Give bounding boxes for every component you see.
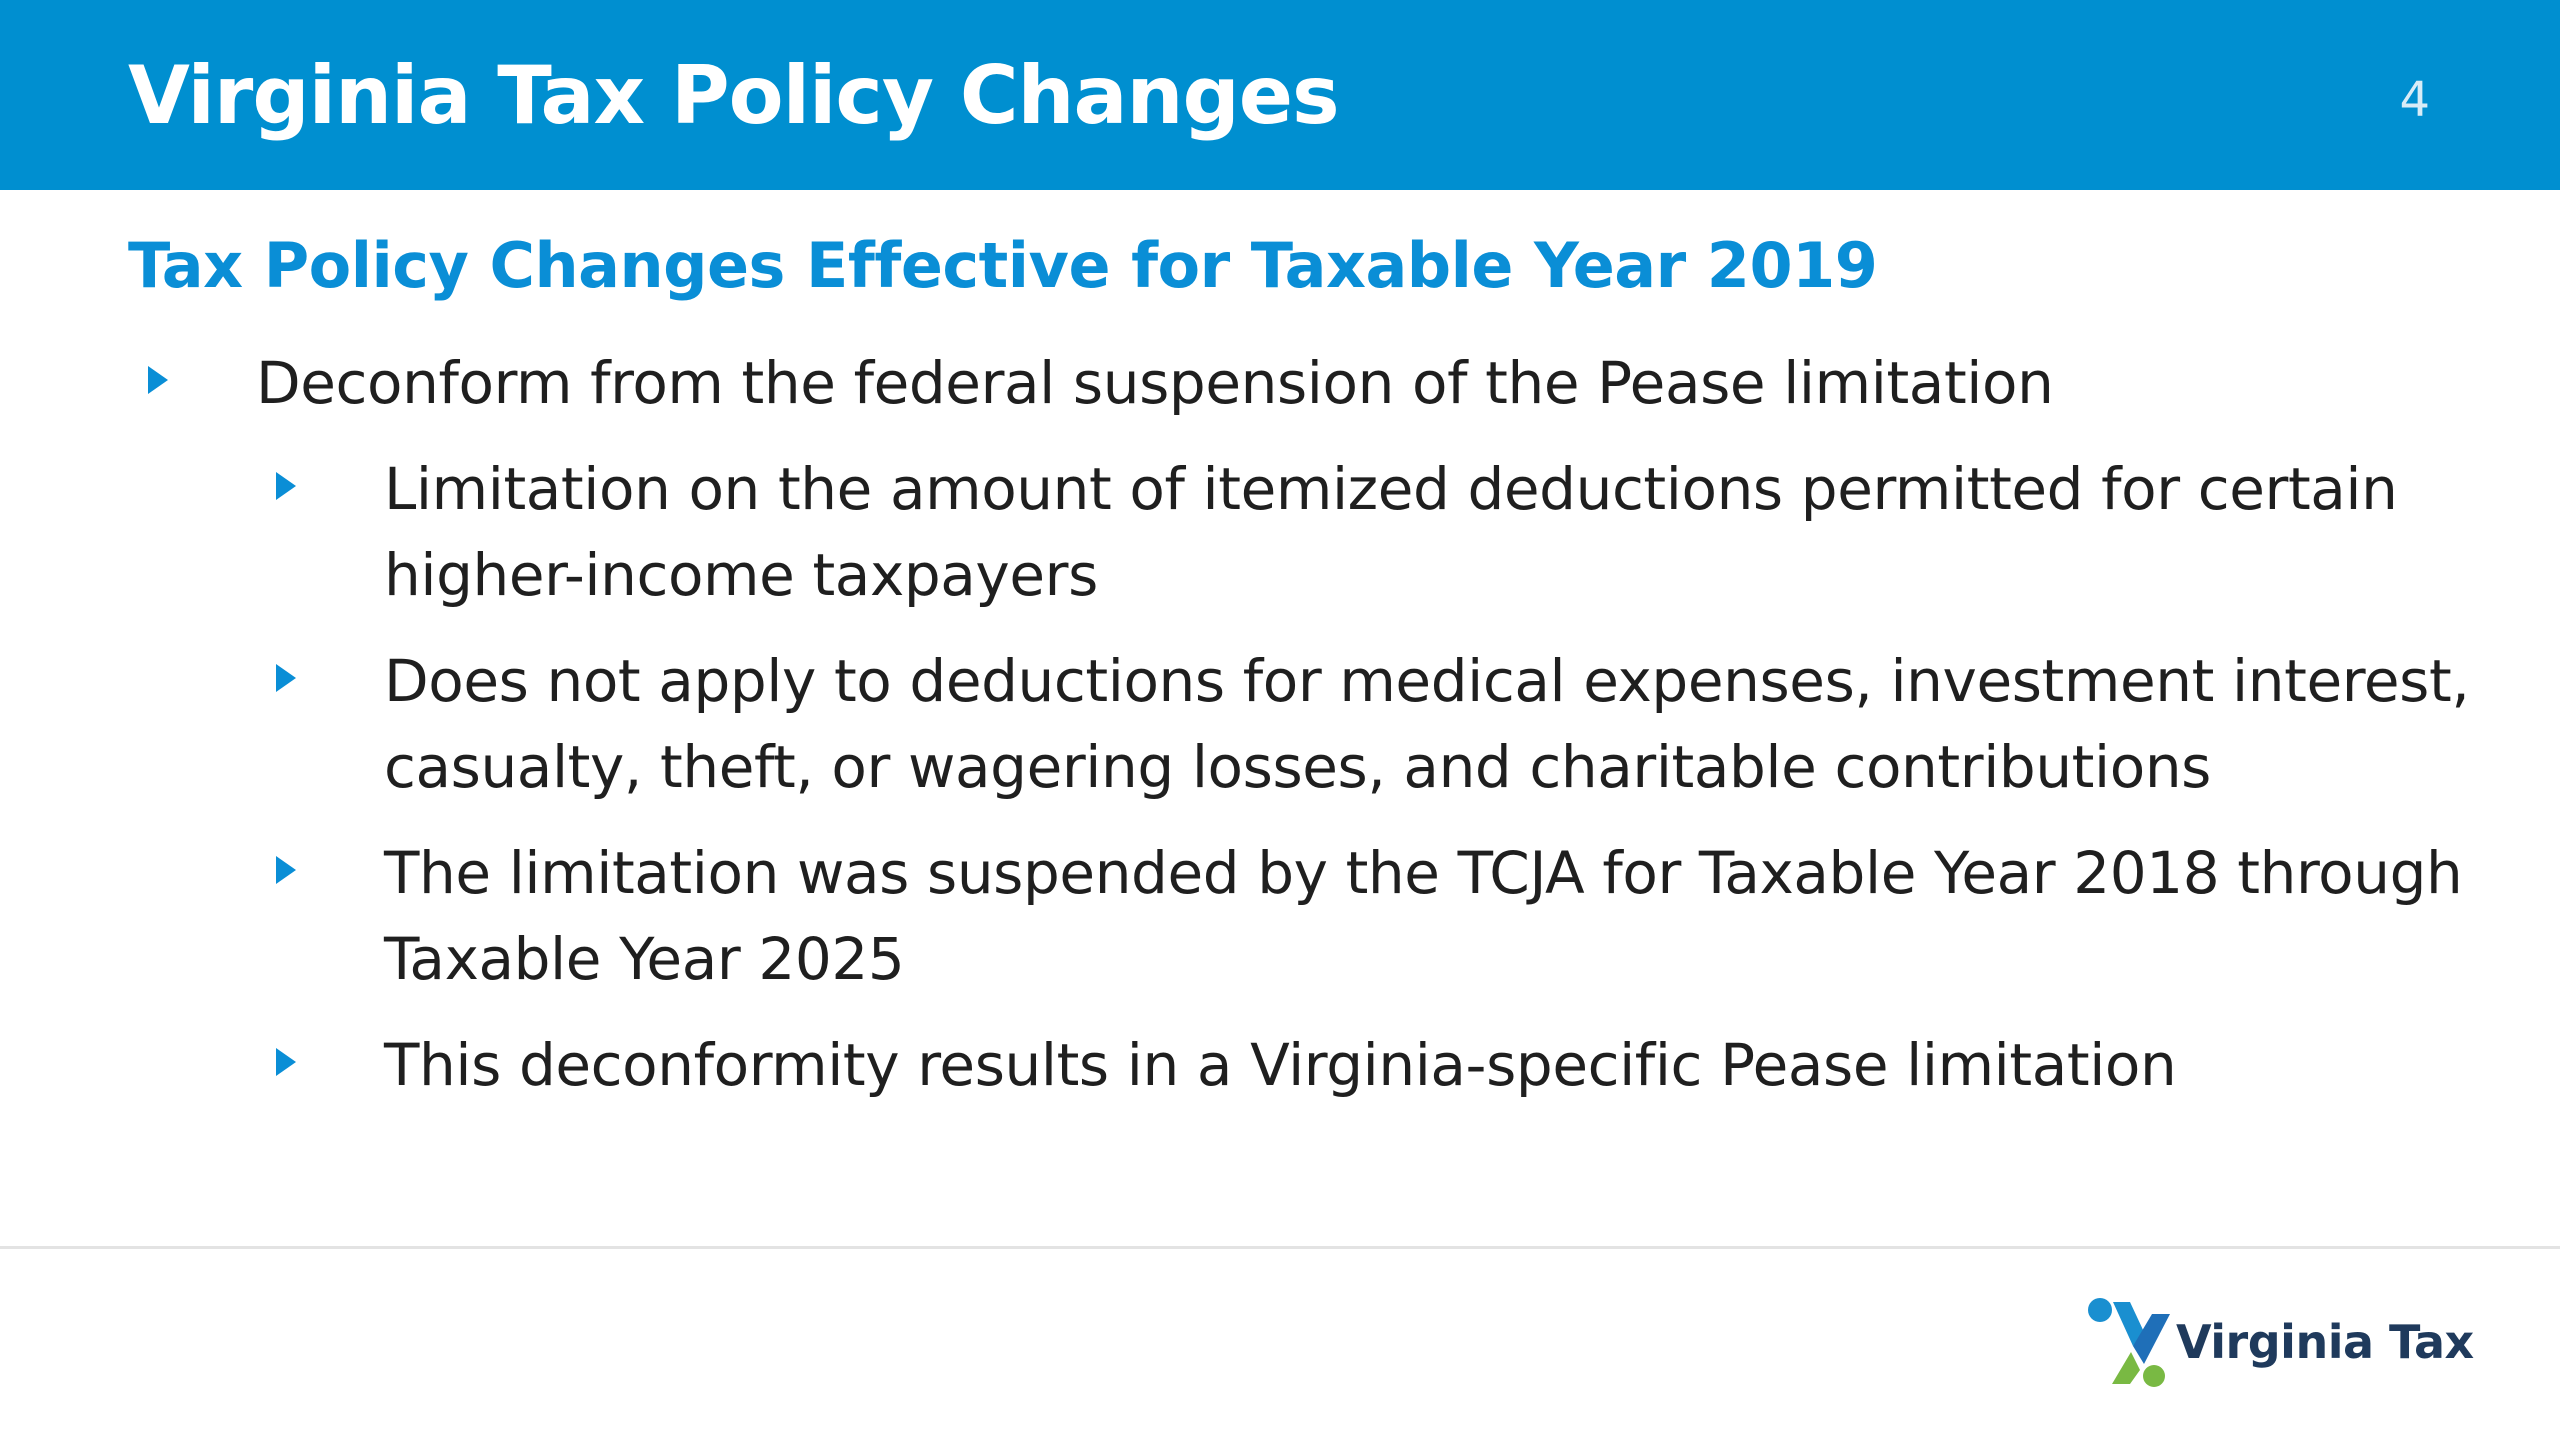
bullet-arrow-icon — [276, 1048, 296, 1076]
bullet-arrow-icon — [148, 366, 168, 394]
virginia-tax-logo-icon — [2086, 1296, 2178, 1392]
virginia-tax-logo — [2086, 1296, 2474, 1392]
bullet-list — [0, 340, 2560, 1128]
page-number: 4 — [2399, 72, 2430, 128]
sub-bullet-item — [0, 830, 2474, 1002]
sub-bullet-item — [0, 638, 2474, 810]
sub-bullet-item — [0, 1022, 2474, 1108]
slide-header — [0, 0, 2560, 190]
slide-title: Virginia Tax Policy Changes — [128, 49, 1339, 142]
bullet-text: This deconformity results in a Virginia-specific Pease limitation — [384, 1031, 2177, 1099]
bullet-text: Does not apply to deductions for medical expenses, investment interest, casualty, theft, or wagering losses, and charitable contributions — [384, 647, 2470, 801]
footer-divider — [0, 1246, 2560, 1249]
logo-text: Virginia Tax — [2176, 1315, 2474, 1369]
bullet-text: Limitation on the amount of itemized deductions permitted for certain higher-income taxpayers — [384, 455, 2398, 609]
sub-bullet-item — [0, 446, 2474, 618]
bullet-arrow-icon — [276, 472, 296, 500]
bullet-text: The limitation was suspended by the TCJA for Taxable Year 2018 through Taxable Year 2025 — [384, 839, 2463, 993]
bullet-text: Deconform from the federal suspension of the Pease limitation — [256, 349, 2054, 417]
bullet-item — [0, 340, 2456, 426]
bullet-arrow-icon — [276, 664, 296, 692]
bullet-arrow-icon — [276, 856, 296, 884]
section-subtitle: Tax Policy Changes Effective for Taxable Year 2019 — [128, 229, 1878, 302]
